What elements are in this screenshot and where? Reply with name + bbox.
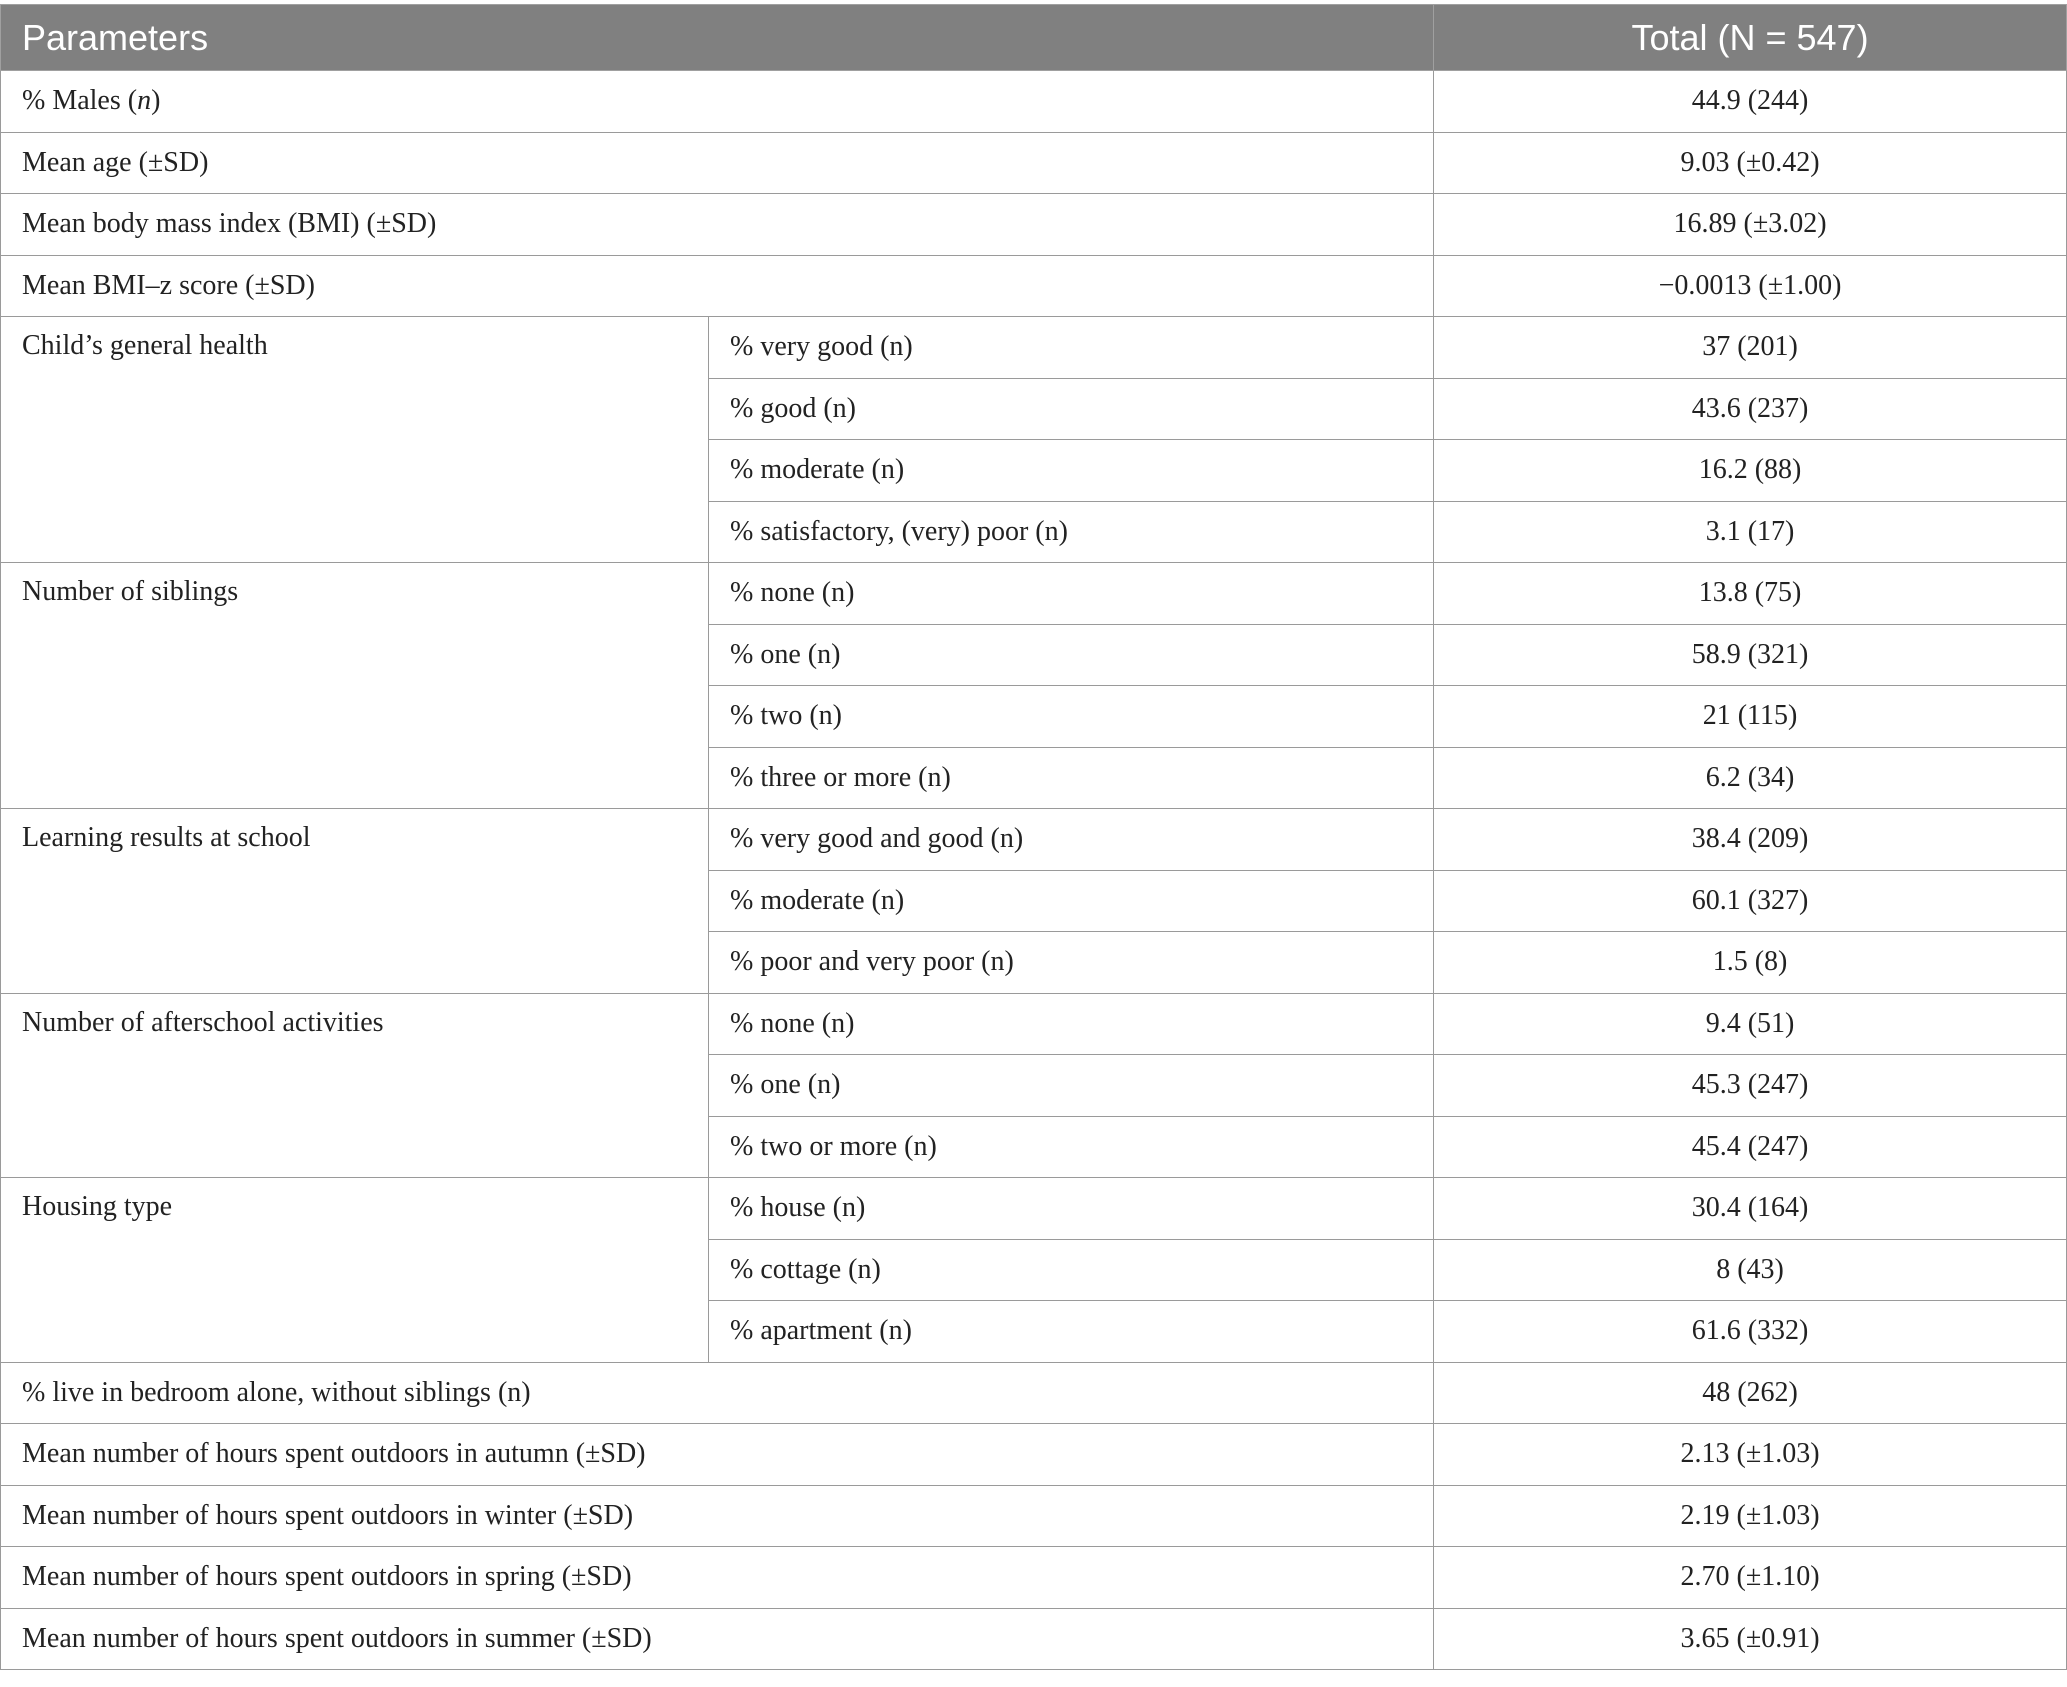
sub-label: % two or more (n) [709, 1116, 1434, 1178]
table-row [1, 71, 2067, 133]
table-row [1, 993, 2067, 1055]
sub-label: % moderate (n) [709, 870, 1434, 932]
row-label: % live in bedroom alone, without siblings (n) [1, 1362, 1434, 1424]
row-value: 48 (262) [1434, 1362, 2067, 1424]
sub-label: % house (n) [709, 1178, 1434, 1240]
sub-label: % moderate (n) [709, 440, 1434, 502]
row-label: Mean number of hours spent outdoors in autumn (±SD) [1, 1424, 1434, 1486]
row-value: −0.0013 (±1.00) [1434, 255, 2067, 317]
row-value: 9.4 (51) [1434, 993, 2067, 1055]
row-value: 45.4 (247) [1434, 1116, 2067, 1178]
row-value: 6.2 (34) [1434, 747, 2067, 809]
header-row [1, 5, 2067, 71]
row-value: 2.13 (±1.03) [1434, 1424, 2067, 1486]
table-row [1, 255, 2067, 317]
header-total: Total (N = 547) [1434, 5, 2067, 71]
table-row [1, 563, 2067, 625]
row-value: 16.89 (±3.02) [1434, 194, 2067, 256]
row-label-italic: n [137, 85, 152, 117]
row-value: 9.03 (±0.42) [1434, 132, 2067, 194]
row-value: 21 (115) [1434, 686, 2067, 748]
group-label: Learning results at school [1, 809, 709, 994]
row-value: 60.1 (327) [1434, 870, 2067, 932]
sub-label: % three or more (n) [709, 747, 1434, 809]
table-row [1, 1178, 2067, 1240]
row-value: 3.1 (17) [1434, 501, 2067, 563]
header-parameters: Parameters [1, 5, 1434, 71]
group-label: Number of afterschool activities [1, 993, 709, 1178]
sub-label: % two (n) [709, 686, 1434, 748]
group-label: Housing type [1, 1178, 709, 1363]
table-row [1, 1485, 2067, 1547]
row-value: 2.19 (±1.03) [1434, 1485, 2067, 1547]
row-label: Mean age (±SD) [1, 132, 1434, 194]
row-value: 1.5 (8) [1434, 932, 2067, 994]
row-value: 43.6 (237) [1434, 378, 2067, 440]
sub-label: % one (n) [709, 1055, 1434, 1117]
group-label: Child’s general health [1, 317, 709, 563]
row-value: 37 (201) [1434, 317, 2067, 379]
row-label: Mean number of hours spent outdoors in spring (±SD) [1, 1547, 1434, 1609]
table-row [1, 809, 2067, 871]
row-value: 2.70 (±1.10) [1434, 1547, 2067, 1609]
row-value: 3.65 (±0.91) [1434, 1608, 2067, 1670]
row-label: Mean BMI–z score (±SD) [1, 255, 1434, 317]
sub-label: % apartment (n) [709, 1301, 1434, 1363]
row-label: Mean number of hours spent outdoors in winter (±SD) [1, 1485, 1434, 1547]
row-label [1, 71, 1434, 133]
table-row [1, 194, 2067, 256]
group-label: Number of siblings [1, 563, 709, 809]
table-row [1, 317, 2067, 379]
sub-label: % one (n) [709, 624, 1434, 686]
sub-label: % none (n) [709, 993, 1434, 1055]
table-row [1, 1424, 2067, 1486]
row-value: 61.6 (332) [1434, 1301, 2067, 1363]
row-value: 38.4 (209) [1434, 809, 2067, 871]
row-label: Mean body mass index (BMI) (±SD) [1, 194, 1434, 256]
row-label-text: % Males ( [22, 85, 138, 117]
table-row [1, 1547, 2067, 1609]
row-value: 58.9 (321) [1434, 624, 2067, 686]
sub-label: % satisfactory, (very) poor (n) [709, 501, 1434, 563]
sub-label: % poor and very poor (n) [709, 932, 1434, 994]
row-value: 8 (43) [1434, 1239, 2067, 1301]
row-label-text: ) [151, 85, 161, 117]
table-row [1, 132, 2067, 194]
sub-label: % very good (n) [709, 317, 1434, 379]
row-value: 13.8 (75) [1434, 563, 2067, 625]
row-value: 44.9 (244) [1434, 71, 2067, 133]
row-value: 45.3 (247) [1434, 1055, 2067, 1117]
row-value: 16.2 (88) [1434, 440, 2067, 502]
table-row [1, 1608, 2067, 1670]
sub-label: % very good and good (n) [709, 809, 1434, 871]
row-value: 30.4 (164) [1434, 1178, 2067, 1240]
characteristics-table [0, 4, 2067, 1670]
sub-label: % none (n) [709, 563, 1434, 625]
sub-label: % cottage (n) [709, 1239, 1434, 1301]
sub-label: % good (n) [709, 378, 1434, 440]
row-label: Mean number of hours spent outdoors in summer (±SD) [1, 1608, 1434, 1670]
table-row [1, 1362, 2067, 1424]
